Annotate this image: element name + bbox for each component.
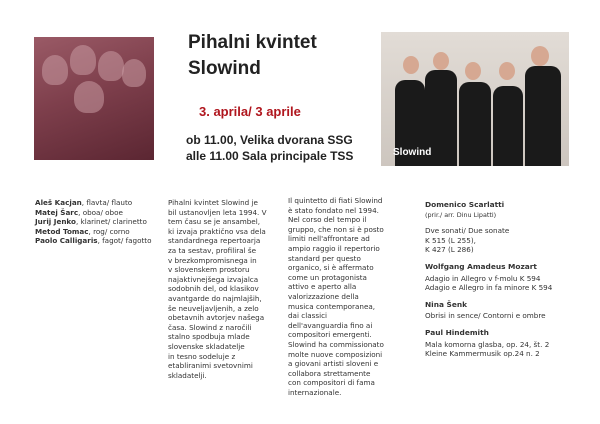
work-title: Kleine Kammermusik op.24 n. 2 (425, 349, 540, 359)
player-instrument: , rog/ corno (88, 226, 130, 236)
description-line: organico, si è affermato (288, 263, 374, 273)
description-line: Slowind ha commissionato (288, 339, 384, 349)
program-item (425, 328, 575, 359)
program-item (425, 200, 575, 255)
player-entry (35, 198, 160, 208)
work-title: Obrisi in sence/ Contorni e ombre (425, 311, 546, 321)
description-line: Nel corso del tempo il (288, 215, 367, 225)
venue-line-it: alle 11.00 Sala principale TSS (186, 149, 354, 163)
player-name: Paolo Calligaris (35, 236, 98, 246)
title-line-2: Slowind (188, 58, 261, 79)
description-line: collabora strettamente (288, 368, 371, 378)
description-line: in tesno sodeluje z (168, 351, 236, 361)
player-name: Matej Šarc (35, 207, 79, 217)
description-line: bil ustanovljen leta 1994. V (168, 207, 267, 217)
work-title: Adagio e Allegro in fa minore K 594 (425, 283, 553, 293)
description-slovenian (168, 198, 278, 380)
work-title: Adagio in Allegro v f-molu K 594 (425, 273, 541, 283)
description-italian (288, 196, 394, 397)
description-line: skladatelji. (168, 370, 207, 380)
description-line: internazionale. (288, 387, 342, 397)
work-title: K 427 (L 286) (425, 245, 474, 255)
description-line: časa. Slowind z naročili (168, 322, 252, 332)
description-line: standardnega repertoarja (168, 236, 261, 246)
description-line: compositori emergenti. (288, 330, 372, 340)
description-line: gruppo, che non si è posto (288, 224, 384, 234)
description-line: sodobnih del, od klasikov (168, 284, 259, 294)
player-instrument: , flavta/ flauto (81, 198, 133, 207)
description-line: etabliranimi svetovnimi (168, 361, 253, 371)
description-line: standard per questo (288, 253, 361, 263)
player-entry (35, 208, 160, 218)
title-line-1: Pihalni kvintet (188, 32, 317, 53)
description-line: Il quintetto di fiati Slowind (288, 196, 383, 205)
player-instrument: , fagot/ fagotto (97, 236, 152, 246)
arranger-note: (prir./ arr. Dinu Lipatti) (425, 210, 497, 219)
concert-date: 3. aprila/ 3 aprile (199, 104, 301, 119)
concert-title (188, 30, 317, 82)
description-line: con compositori di fama (288, 378, 375, 388)
composer-name: Domenico Scarlatti (425, 200, 505, 209)
composer-name: Wolfgang Amadeus Mozart (425, 261, 537, 271)
player-instrument: , oboa/ oboe (78, 207, 123, 217)
photo-caption: Slowind (393, 147, 432, 158)
description-line: stalno spodbuja mlade (168, 332, 250, 342)
venue-line-sl: ob 11.00, Velika dvorana SSG (186, 133, 353, 147)
description-line: v brezkompromisnega in (168, 255, 257, 265)
description-line: dell'avanguardia fino ai (288, 320, 373, 330)
player-entry (35, 217, 160, 227)
description-line: tem času se je ansambel, (168, 217, 260, 227)
player-name: Aleš Kacjan (35, 198, 82, 207)
player-name: Jurij Jenko (35, 217, 76, 227)
description-line: come un protagonista (288, 272, 367, 282)
ensemble-photo-right (381, 32, 569, 166)
description-line: valorizzazione della (288, 291, 359, 301)
description-line: ki izvaja praktično vsa dela (168, 226, 266, 236)
description-line: slovenske skladatelje (168, 341, 245, 351)
description-line: dai classici (288, 311, 328, 321)
program-item (425, 300, 575, 321)
description-line: attivo e aperto alla (288, 282, 357, 292)
work-title: Dve sonati/ Due sonate (425, 226, 510, 236)
description-line: avantgarde do najmlajših, (168, 293, 262, 303)
description-line: molte nuove composizioni (288, 349, 383, 359)
player-name: Metod Tomac (35, 226, 89, 236)
description-line: a giovani artisti sloveni e (288, 359, 379, 369)
player-entry (35, 227, 160, 237)
concert-program (425, 200, 575, 366)
description-line: najaktivnejšega izvajalca (168, 274, 259, 284)
ensemble-photo-left (34, 37, 154, 160)
player-instrument: , klarinet/ clarinetto (75, 217, 147, 227)
description-line: è stato fondato nel 1994. (288, 205, 379, 215)
description-line: musica contemporanea, (288, 301, 376, 311)
program-item (425, 262, 575, 293)
description-line: v slovenskem prostoru (168, 265, 250, 275)
players-list (35, 198, 160, 246)
composer-name: Nina Šenk (425, 299, 468, 309)
description-line: Pihalni kvintet Slowind je (168, 198, 258, 207)
description-line: obetavnih avtorjev našega (168, 313, 265, 323)
description-line: še neuveljavljenih, a zelo (168, 303, 259, 313)
work-title: Mala komorna glasba, op. 24, št. 2 (425, 339, 550, 349)
composer-name: Paul Hindemith (425, 327, 489, 337)
description-line: limiti nell'affrontare ad (288, 234, 370, 244)
player-entry (35, 236, 160, 246)
concert-venue (186, 132, 353, 164)
work-title: K 515 (L 255), (425, 235, 476, 245)
description-line: za ta sestav, profiliral še (168, 245, 257, 255)
description-line: ampio raggio il repertorio (288, 243, 380, 253)
